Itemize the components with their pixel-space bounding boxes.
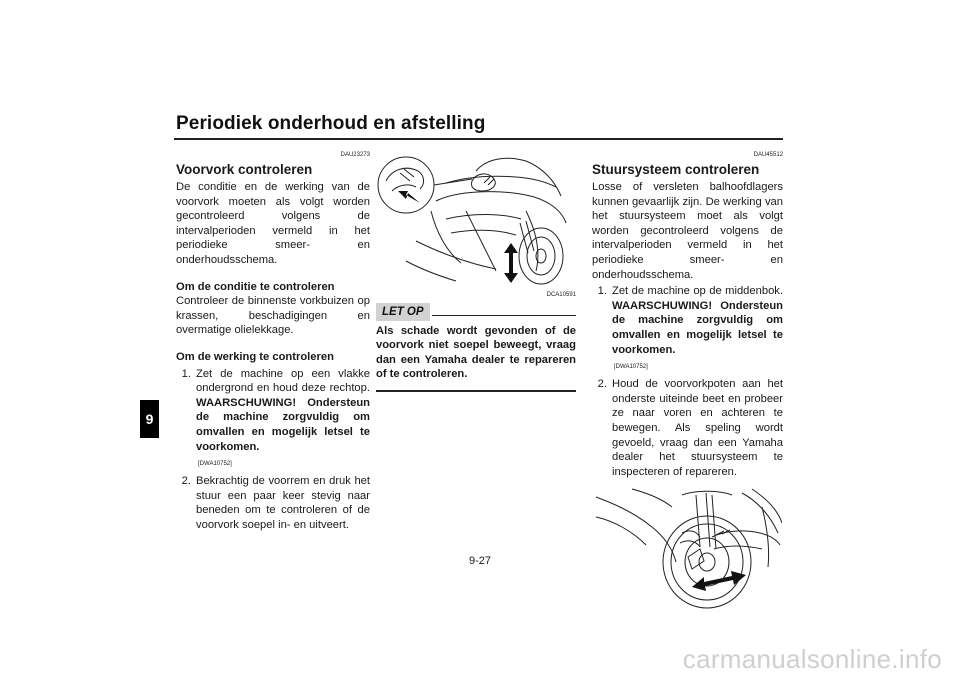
- step-2: [592, 377, 783, 479]
- scooter-front-fork-drawing: [376, 151, 576, 286]
- condition-text: Controleer de binnenste vorkbuizen op krassen, beschadigingen en overmatige olielekkage.: [176, 295, 370, 337]
- notice-rule: [432, 315, 576, 316]
- steering-illustration: [592, 487, 783, 617]
- section-title-front-fork: Voorvork controleren: [176, 162, 313, 177]
- step-text: Zet de machine op de middenbok.: [612, 285, 783, 298]
- notice-code: DCA10591: [546, 291, 576, 298]
- front-fork-illustration: [376, 151, 576, 299]
- watermark[interactable]: carmanualsonline.info: [682, 644, 942, 674]
- step-2: [176, 474, 370, 532]
- warning-code: [DWA10752]: [198, 461, 232, 468]
- steering-intro: Losse of versleten balhoofdlagers kunnen gevaarlijk zijn. De werking van het stuursysteem moet als volgt worden gecontroleerd volgens de intervalperioden vermeld in het periodieke smeer- en onderhoudsschema.: [592, 181, 783, 281]
- section-title-steering: Stuursysteem controleren: [592, 162, 760, 177]
- step-1: [176, 367, 370, 455]
- step-text: Houd de voorvorkpoten aan het onderste uiteinde beet en probeer ze naar voren en achteren te bewegen. Als speling wordt gevoeld, vraag dan een Yamaha dealer het stuursysteem te inspecteren of repareren.: [612, 378, 783, 478]
- notice-end-rule: [376, 390, 576, 392]
- step-number: 1.: [597, 285, 607, 298]
- notice-header: [376, 303, 576, 321]
- front-fork-intro: De conditie en de werking van de voorvork moeten als volgt worden gecontroleerd volgens de intervalperioden vermeld in het periodieke smeer- en onderhoudsschema.: [176, 181, 370, 266]
- right-column: [592, 151, 783, 617]
- middle-column: [376, 151, 576, 392]
- warning-text: WAARSCHUWING! Ondersteun de machine zorgvuldig om omvallen en mogelijk letsel te voorkomen.: [612, 299, 783, 356]
- header-rule: [174, 138, 783, 140]
- page-number: 9-27: [468, 555, 492, 567]
- subhead-condition: Om de conditie te controleren: [176, 280, 335, 293]
- left-column: [176, 151, 370, 532]
- front-wheel-steering-drawing: [592, 487, 782, 612]
- notice-label: LET OP: [376, 303, 430, 321]
- step-number: 2.: [597, 378, 607, 391]
- page-header-title: Periodiek onderhoud en afstelling: [176, 113, 486, 134]
- section-code: DAU45512: [753, 152, 783, 158]
- step-text: Bekrachtig de voorrem en druk het stuur een paar keer stevig naar beneden om te controleren of de voorvork soepel in- en uitveert.: [196, 475, 370, 531]
- warning-code: [DWA10752]: [614, 364, 648, 371]
- step-1: [592, 284, 783, 357]
- step-number: 1.: [181, 367, 191, 380]
- chapter-tab[interactable]: 9: [140, 400, 159, 438]
- section-code: DAU23273: [340, 152, 370, 158]
- warning-text: WAARSCHUWING! Ondersteun de machine zorgvuldig om omvallen en mogelijk letsel te voorkomen.: [196, 396, 370, 453]
- step-number: 2.: [181, 475, 191, 488]
- subhead-operation: Om de werking te controleren: [176, 350, 334, 363]
- step-text: Zet de machine op een vlakke ondergrond en houd deze rechtop.: [196, 367, 370, 395]
- notice-text: Als schade wordt gevonden of de voorvork niet soepel beweegt, vraag dan een Yamaha dealer te repareren of te controleren.: [376, 324, 576, 381]
